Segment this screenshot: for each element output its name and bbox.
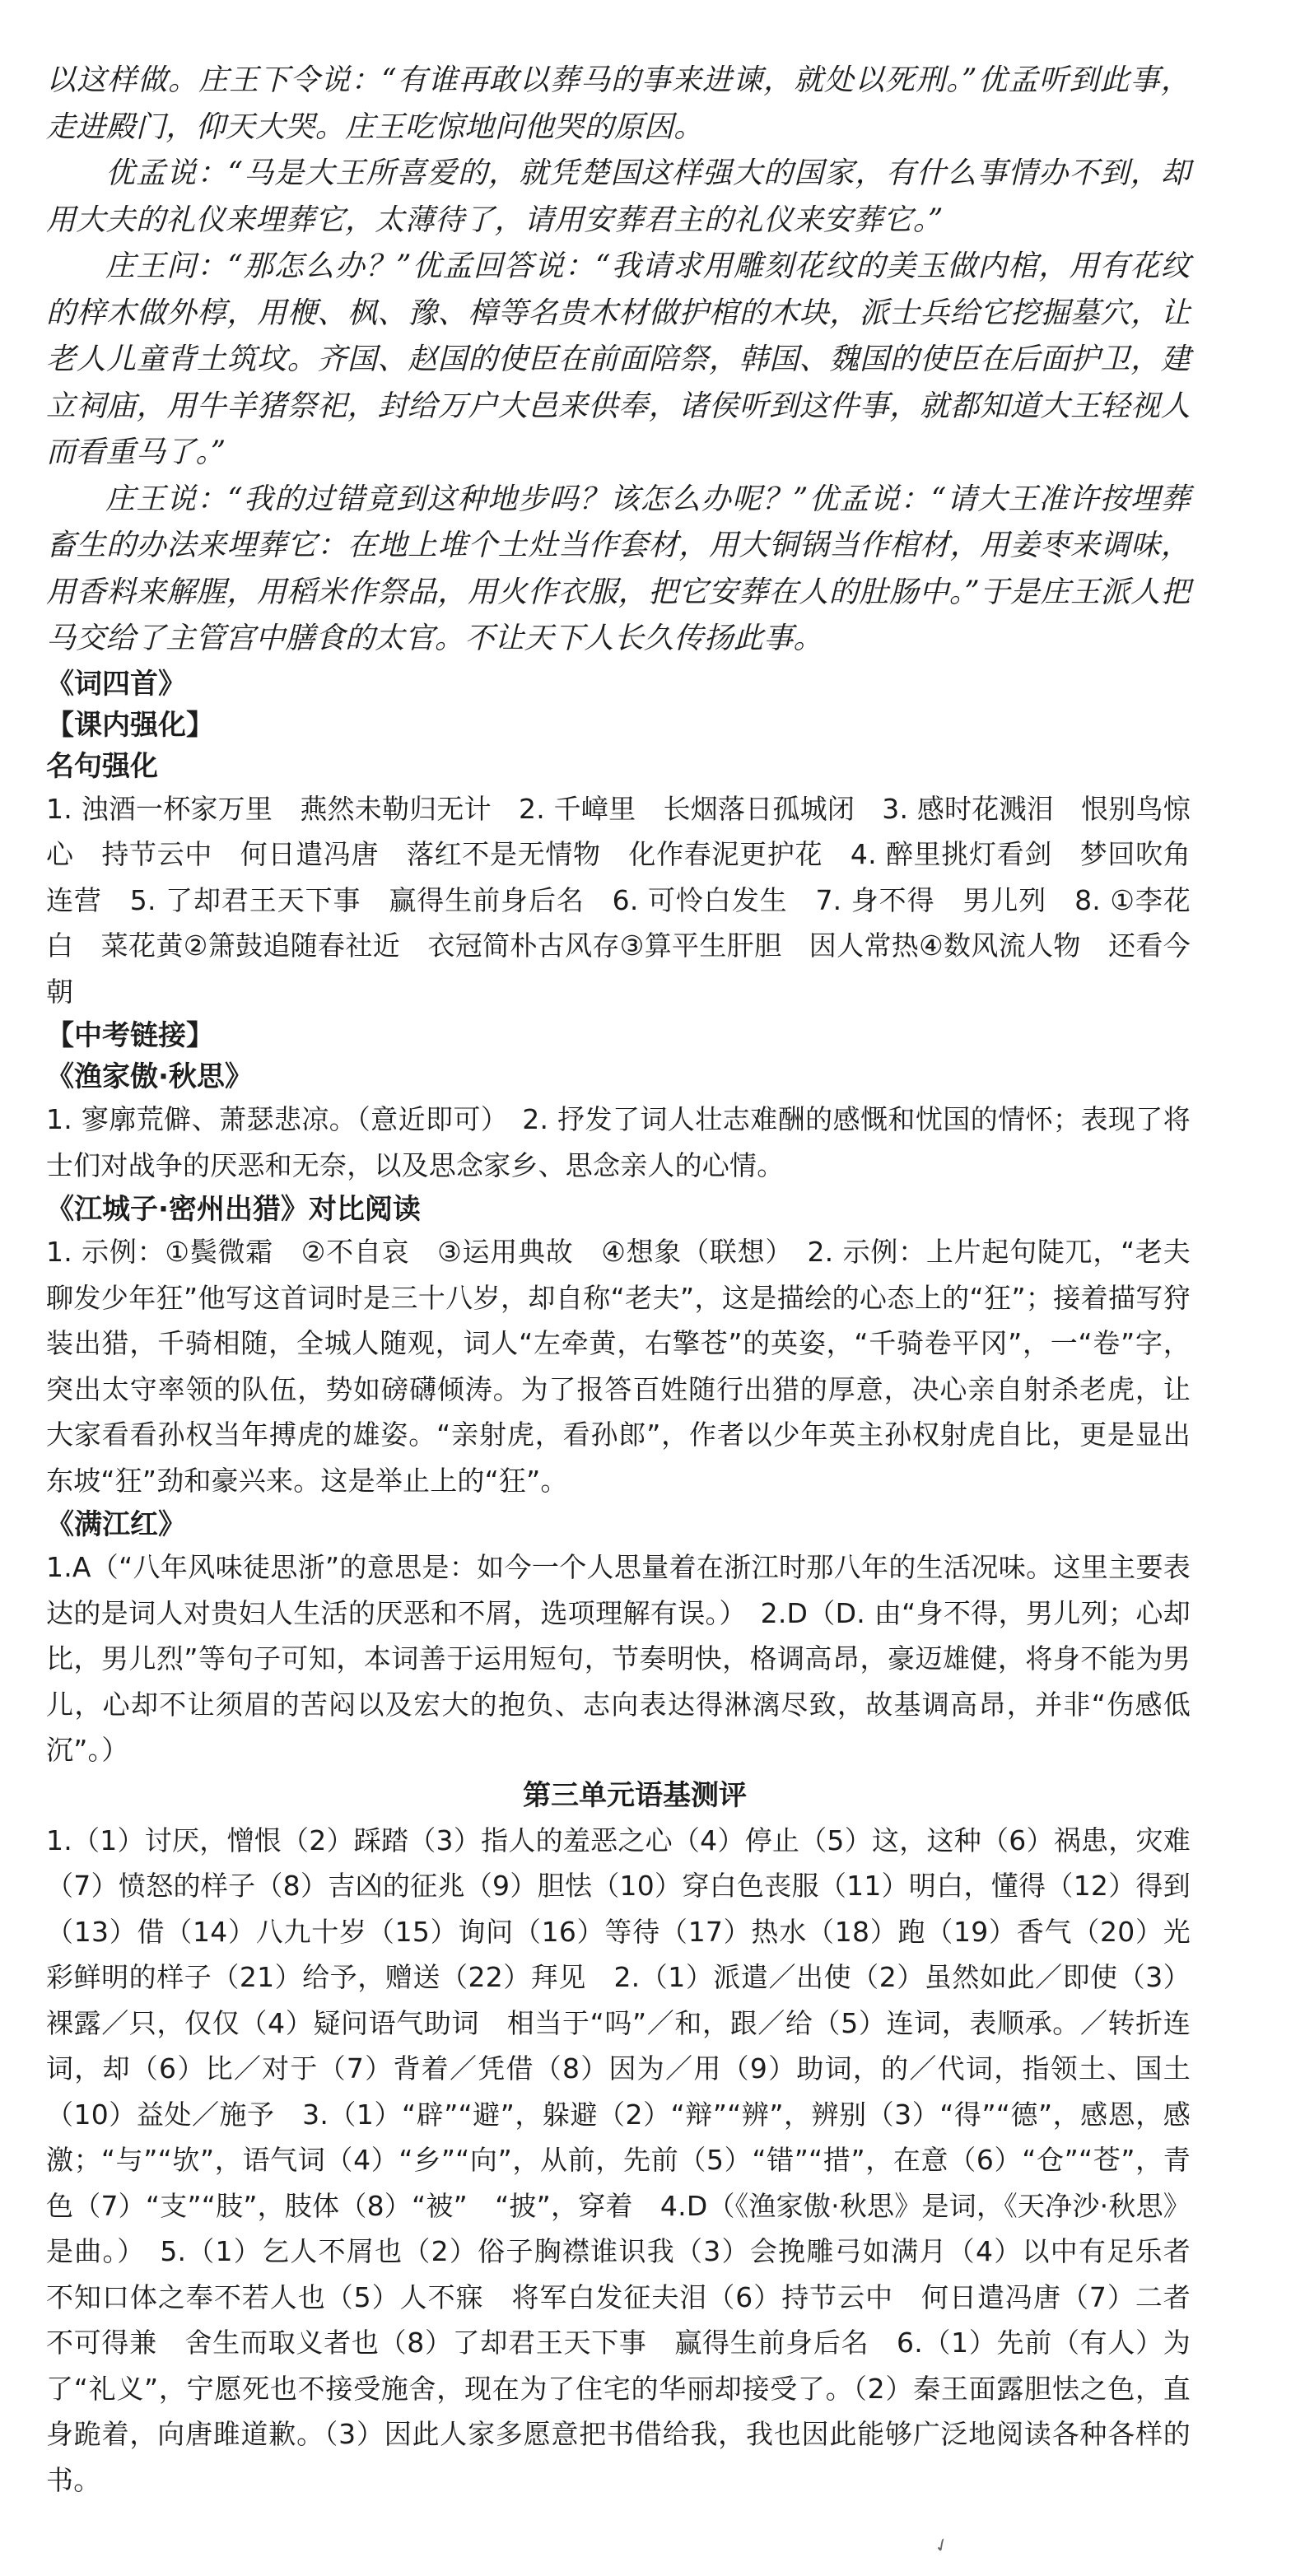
story-paragraph-1: 以这样做。庄王下令说：“有谁再敢以葬马的事来进谏，就处以死刑。”优孟听到此事，走进殿门，仰天大哭。庄王吃惊地问他哭的原因。 xyxy=(46,63,1191,144)
story-paragraph-3: 庄王问：“那怎么办？”优孟回答说：“我请求用雕刻花纹的美玉做内棺，用有花纹的梓木做外椁，用楩、枫、豫、樟等名贵木材做护棺的木块，派士兵给它挖掘墓穴，让老人儿童背土筑坟。齐国、赵国的使臣在前面陪祭，韩国、魏国的使臣在后面护卫，建立祠庙，用牛羊猪祭祀，封给万户大邑来供奉，诸侯听到这件事，就都知道大王轻视人而看重马了。” xyxy=(46,249,1191,469)
answers-manjianghong: 1.A（“八年风味徒思浙”的意思是：如今一个人思量着在浙江时那八年的生活况味。这里主要表达的是词人对贵妇人生活的厌恶和不屑，选项理解有误。） 2.D（D. 由“身不得，男儿列；心却比，男儿烈”等句子可知，本词善于运用短句，节奏明快，格调高昂，豪迈雄健，将身不能为男儿，心却不让须眉的苦闷以及宏大的抱负、志向表达得淋漓尽致，故基调高昂，并非“伤感低沉”。） xyxy=(46,1551,1191,1766)
unit3-title: 第三单元语基测评 xyxy=(523,1778,747,1812)
subsection-manjianghong: 《满江红》 xyxy=(46,1508,186,1541)
answers-jiangchengzi: 1. 示例：①鬓微霜 ②不自哀 ③运用典故 ④想象（联想） 2. 示例：上片起句陡兀，“老夫聊发少年狂”他写这首词时是三十八岁，却自称“老夫”，这是描绘的心态上的“狂”；接着描写狩装出猎，千骑相随，全城人随观，词人“左牵黄，右擎苍”的英姿，“千骑卷平冈”，一“卷”字，突出太守率领的队伍，势如磅礴倾涛。为了报答百姓随行出猎的厚意，决心亲自射杀老虎，让大家看看孙权当年搏虎的雄姿。“亲射虎，看孙郎”，作者以少年英主孙权射虎自比，更是显出东坡“狂”劲和豪兴来。这是举止上的“狂”。 xyxy=(46,1236,1191,1497)
story-paragraph-4: 庄王说：“我的过错竟到这种地步吗？该怎么办呢？”优孟说：“请大王准许按埋葬畜生的办法来埋葬它：在地上堆个土灶当作套材，用大铜锅当作棺材，用姜枣来调味，用香料来解腥，用稻米作祭品，用火作衣服，把它安葬在人的肚肠中。”于是庄王派人把马交给了主管宫中膳食的太官。不让天下人长久传扬此事。 xyxy=(46,482,1191,655)
answers-yujiaao: 1. 寥廓荒僻、萧瑟悲凉。（意近即可） 2. 抒发了词人壮志难酬的感慨和忧国的情怀；表现了将士们对战争的厌恶和无奈，以及思念家乡、思念亲人的心情。 xyxy=(46,1103,1191,1181)
story-translation xyxy=(46,58,1191,663)
section-title-ci: 《词四首》 xyxy=(46,667,186,701)
pen-mark: ✓ xyxy=(930,2533,953,2559)
subsection-famous-lines: 名句强化 xyxy=(46,749,158,783)
subsection-jiangchengzi: 《江城子·密州出猎》对比阅读 xyxy=(46,1193,421,1226)
subsection-exam-link: 【中考链接】 xyxy=(46,1019,214,1052)
story-paragraph-2: 优孟说：“马是大王所喜爱的，就凭楚国这样强大的国家，有什么事情办不到，却用大夫的礼仪来埋葬它，太薄待了，请用安葬君主的礼仪来安葬它。” xyxy=(46,156,1191,237)
unit3-answers: 1.（1）讨厌，憎恨（2）踩踏（3）指人的羞恶之心（4）停止（5）这，这种（6）祸患，灾难（7）愤怒的样子（8）吉凶的征兆（9）胆怯（10）穿白色丧服（11）明白，懂得（12）得到（13）借（14）八九十岁（15）询问（16）等待（17）热水（18）跑（19）香气（20）光彩鲜明的样子（21）给予，赠送（22）拜见 2.（1）派遣／出使（2）虽然如此／即使（3）裸露／只，仅仅（4）疑问语气助词 相当于“吗”／和，跟／给（5）连词，表顺承。／转折连词，却（6）比／对于（7）背着／凭借（8）因为／用（9）助词，的／代词，指领土、国土（10）益处／施予 3.（1）“辟”“避”，躲避（2）“辩”“辨”，辨别（3）“得”“德”，感恩，感激；“与”“欤”，语气词（4）“乡”“向”，从前，先前（5）“错”“措”，在意（6）“仓”“苍”，青色（7）“支”“肢”，肢体（8）“被” “披”，穿着 4.D（《渔家傲·秋思》是词，《天净沙·秋思》是曲。） 5.（1）乞人不屑也（2）俗子胸襟谁识我（3）会挽雕弓如满月（4）以中有足乐者 不知口体之奉不若人也（5）人不寐 将军白发征夫泪（6）持节云中 何日遣冯唐（7）二者不可得兼 舍生而取义者也（8）了却君王天下事 赢得生前身后名 6.（1）先前（有人）为了“礼义”，宁愿死也不接受施舍，现在为了住宅的华丽却接受了。（2）秦王面露胆怯之色，直身跪着，向唐雎道歉。（3）因此人家多愿意把书借给我，我也因此能够广泛地阅读各种各样的书。 xyxy=(46,1824,1219,2496)
subsection-yujiaao: 《渔家傲·秋思》 xyxy=(46,1060,253,1093)
ci-four-poems-section xyxy=(46,664,1191,1773)
answers-famous-lines: 1. 浊酒一杯家万里 燕然未勒归无计 2. 千嶂里 长烟落日孤城闭 3. 感时花溅泪 恨别鸟惊心 持节云中 何日遣冯唐 落红不是无情物 化作春泥更护花 4. 醉里挑灯看剑 梦回吹角连营 5. 了却君王天下事 赢得生前身后名 6. 可怜白发生 7. 身不得 男儿列 8. ①李花白 菜花黄②箫鼓追随春社近 衣冠简朴古风存③算平生肝胆 因人常热④数风流人物 还看今朝 xyxy=(46,792,1191,1008)
subsection-in-class: 【课内强化】 xyxy=(46,708,214,742)
unit3-section xyxy=(46,1773,1219,2504)
